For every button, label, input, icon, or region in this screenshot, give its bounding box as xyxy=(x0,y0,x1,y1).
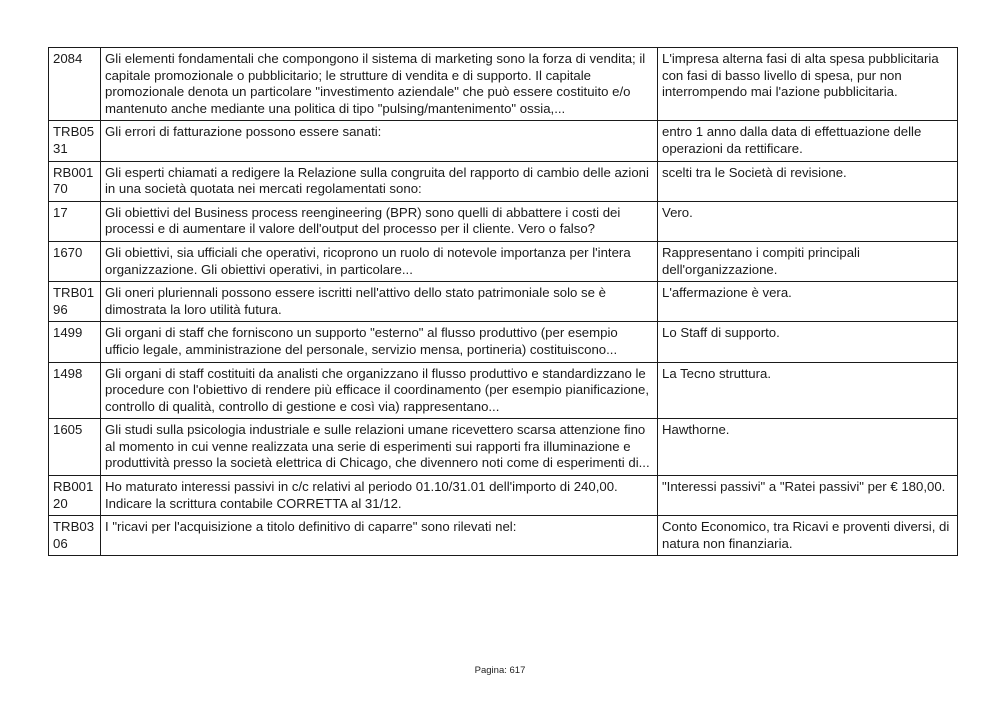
qa-table xyxy=(48,47,958,556)
question-id: 17 xyxy=(49,201,101,241)
answer-text: L'impresa alterna fasi di alta spesa pubblicitaria con fasi di basso livello di spesa, pur non interrompendo mai l'azione pubblicitaria. xyxy=(658,48,958,121)
question-id: 1670 xyxy=(49,241,101,281)
table-row xyxy=(49,476,958,516)
question-id: 1605 xyxy=(49,419,101,476)
answer-text: L'affermazione è vera. xyxy=(658,282,958,322)
question-text: I "ricavi per l'acquisizione a titolo definitivo di caparre" sono rilevati nel: xyxy=(101,516,658,556)
question-id: TRB0306 xyxy=(49,516,101,556)
question-id: RB00120 xyxy=(49,476,101,516)
answer-text: Lo Staff di supporto. xyxy=(658,322,958,362)
table-row xyxy=(49,201,958,241)
table-row xyxy=(49,241,958,281)
answer-text: Hawthorne. xyxy=(658,419,958,476)
answer-text: "Interessi passivi" a "Ratei passivi" per € 180,00. xyxy=(658,476,958,516)
table-row xyxy=(49,516,958,556)
answer-text: Conto Economico, tra Ricavi e proventi diversi, di natura non finanziaria. xyxy=(658,516,958,556)
question-id: RB00170 xyxy=(49,161,101,201)
answer-text: Rappresentano i compiti principali dell'organizzazione. xyxy=(658,241,958,281)
table-row xyxy=(49,282,958,322)
question-text: Gli organi di staff costituiti da analisti che organizzano il flusso produttivo e standardizzano le procedure con l'obiettivo di rendere più efficace il coordinamento (per esempio pianificazione, controllo di qualità, controllo di gestione e così via) rappresentano... xyxy=(101,362,658,419)
table-row xyxy=(49,48,958,121)
question-text: Gli obiettivi, sia ufficiali che operativi, ricoprono un ruolo di notevole importanza per l'intera organizzazione. Gli obiettivi operativi, in particolare... xyxy=(101,241,658,281)
question-text: Gli studi sulla psicologia industriale e sulle relazioni umane ricevettero scarsa attenzione fino al momento in cui venne realizzata una serie di esperimenti sui rapporti fra illuminazione e produttività presso la società elettrica di Chicago, che divennero noti come di esperimenti di... xyxy=(101,419,658,476)
answer-text: scelti tra le Società di revisione. xyxy=(658,161,958,201)
question-text: Gli oneri pluriennali possono essere iscritti nell'attivo dello stato patrimoniale solo se è dimostrata la loro utilità futura. xyxy=(101,282,658,322)
table-row xyxy=(49,419,958,476)
question-text: Gli obiettivi del Business process reengineering (BPR) sono quelli di abbattere i costi dei processi e di aumentare il valore dell'output del processo per il cliente. Vero o falso? xyxy=(101,201,658,241)
question-id: TRB0531 xyxy=(49,121,101,161)
answer-text: Vero. xyxy=(658,201,958,241)
question-text: Gli organi di staff che forniscono un supporto "esterno" al flusso produttivo (per esempio ufficio legale, amministrazione del personale, servizio mensa, portineria) costituiscono... xyxy=(101,322,658,362)
page-number: Pagina: 617 xyxy=(474,665,526,676)
question-text: Gli elementi fondamentali che compongono il sistema di marketing sono la forza di vendita; il capitale promozionale o pubblicitario; le strutture di vendita e di supporto. Il capitale promozionale denota un particolare "investimento aziendale" che può essere costituito e/o mantenuto anche mediante una politica di tipo "pulsing/mantenimento" ossia,... xyxy=(101,48,658,121)
table-row xyxy=(49,161,958,201)
table-row xyxy=(49,121,958,161)
answer-text: entro 1 anno dalla data di effettuazione delle operazioni da rettificare. xyxy=(658,121,958,161)
question-text: Gli errori di fatturazione possono essere sanati: xyxy=(101,121,658,161)
question-text: Ho maturato interessi passivi in c/c relativi al periodo 01.10/31.01 dell'importo di 240,00. Indicare la scrittura contabile CORRETTA al 31/12. xyxy=(101,476,658,516)
question-text: Gli esperti chiamati a redigere la Relazione sulla congruita del rapporto di cambio delle azioni in una società quotata nei mercati regolamentati sono: xyxy=(101,161,658,201)
answer-text: La Tecno struttura. xyxy=(658,362,958,419)
question-id: TRB0196 xyxy=(49,282,101,322)
question-id: 1498 xyxy=(49,362,101,419)
question-id: 2084 xyxy=(49,48,101,121)
table-row xyxy=(49,362,958,419)
table-row xyxy=(49,322,958,362)
question-id: 1499 xyxy=(49,322,101,362)
